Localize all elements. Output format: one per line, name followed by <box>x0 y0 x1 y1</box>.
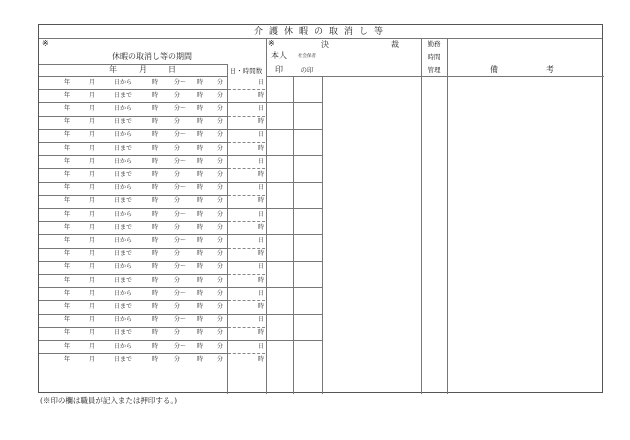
row-hour: 時 <box>152 118 159 126</box>
dashed-divider <box>228 327 265 328</box>
row-hour: 時 <box>152 302 159 310</box>
row-hour: 時 <box>152 250 159 258</box>
form-title: 介護休暇の取消し等 <box>253 27 390 37</box>
row-hour: 時 <box>197 223 204 231</box>
row-minute: 分 <box>217 118 224 126</box>
row-minute: 分 <box>174 118 181 126</box>
dashed-divider <box>228 353 265 354</box>
row-hours-unit: 時 <box>258 302 265 310</box>
row-minute: 分 <box>174 250 181 258</box>
row-days-unit: 日 <box>258 289 265 297</box>
row-day-from: 日から <box>114 263 133 271</box>
row-month: 月 <box>89 263 96 271</box>
row-day-to: 日まで <box>114 223 133 231</box>
kinmu-label-2: 時間 <box>427 53 441 61</box>
row-minute: 分 <box>217 276 224 284</box>
row-minute: 分 <box>174 223 181 231</box>
row-hour: 時 <box>197 170 204 178</box>
row-hour: 時 <box>197 184 204 192</box>
row-hour: 時 <box>197 329 204 337</box>
row-year: 年 <box>64 302 71 310</box>
row-month: 月 <box>89 342 96 350</box>
row-minute: 分 <box>217 184 224 192</box>
row-minute: 分 <box>217 250 224 258</box>
row-day-to: 日まで <box>114 144 133 152</box>
biko-label-left: 備 <box>490 65 498 74</box>
row-divider <box>39 221 227 222</box>
row-month: 月 <box>89 78 96 86</box>
row-hour: 時 <box>197 157 204 165</box>
row-hour: 時 <box>152 170 159 178</box>
row-year: 年 <box>64 289 71 297</box>
column-divider <box>447 38 448 394</box>
row-day-to: 日まで <box>114 276 133 284</box>
row-hour: 時 <box>152 276 159 284</box>
kinmu-label-1: 勤務 <box>427 40 441 48</box>
row-year: 年 <box>64 197 71 205</box>
dashed-divider <box>228 195 265 196</box>
row-minute: 分 <box>174 302 181 310</box>
row-divider <box>39 116 227 117</box>
row-hour: 時 <box>197 144 204 152</box>
row-year: 年 <box>64 210 71 218</box>
row-days-unit: 日 <box>258 236 265 244</box>
row-minute: 分 <box>217 78 224 86</box>
row-day-from: 日から <box>114 316 133 324</box>
row-hour: 時 <box>197 210 204 218</box>
row-month: 月 <box>89 144 96 152</box>
row-year: 年 <box>64 131 71 139</box>
row-divider <box>39 274 227 275</box>
row-minute: 分 <box>217 170 224 178</box>
row-minute: 分 <box>217 263 224 271</box>
header-divider <box>266 76 604 77</box>
group-divider <box>39 287 322 288</box>
row-days-unit: 日 <box>258 184 265 192</box>
row-hours-unit: 時 <box>258 118 265 126</box>
row-hour: 時 <box>152 78 159 86</box>
row-minute-from: 分〜 <box>174 78 187 86</box>
row-hour: 時 <box>152 289 159 297</box>
row-hours-unit: 時 <box>258 197 265 205</box>
row-day-to: 日まで <box>114 170 133 178</box>
row-hour: 時 <box>152 131 159 139</box>
row-minute: 分 <box>217 223 224 231</box>
shakai-label: 社会保者 <box>298 54 316 59</box>
leave-cancellation-form <box>38 24 603 393</box>
row-hours-unit: 時 <box>258 250 265 258</box>
row-day-to: 日まで <box>114 355 133 363</box>
row-minute-from: 分〜 <box>174 184 187 192</box>
row-divider <box>39 327 227 328</box>
row-month: 月 <box>89 91 96 99</box>
row-year: 年 <box>64 329 71 337</box>
footnote: (※印の欄は職員が記入または押印する。) <box>40 396 178 405</box>
row-month: 月 <box>89 197 96 205</box>
row-minute: 分 <box>217 210 224 218</box>
row-month: 月 <box>89 170 96 178</box>
row-day-to: 日まで <box>114 329 133 337</box>
row-month: 月 <box>89 236 96 244</box>
honnin-seal-label: 印 <box>275 65 283 74</box>
row-day-to: 日まで <box>114 302 133 310</box>
row-hour: 時 <box>152 104 159 112</box>
row-month: 月 <box>89 302 96 310</box>
header-month: 月 <box>139 65 147 74</box>
row-days-unit: 日 <box>258 104 265 112</box>
dashed-divider <box>228 248 265 249</box>
row-hour: 時 <box>197 316 204 324</box>
kessai-label-right: 裁 <box>391 40 399 49</box>
row-hour: 時 <box>197 91 204 99</box>
row-year: 年 <box>64 223 71 231</box>
row-hour: 時 <box>152 210 159 218</box>
row-year: 年 <box>64 78 71 86</box>
row-minute: 分 <box>174 329 181 337</box>
header-divider <box>39 64 227 65</box>
row-day-from: 日から <box>114 78 133 86</box>
row-month: 月 <box>89 184 96 192</box>
row-month: 月 <box>89 223 96 231</box>
row-hour: 時 <box>152 263 159 271</box>
row-month: 月 <box>89 118 96 126</box>
row-hour: 時 <box>197 276 204 284</box>
row-year: 年 <box>64 263 71 271</box>
title-divider <box>39 38 602 39</box>
row-minute: 分 <box>174 276 181 284</box>
header-year: 年 <box>109 65 117 74</box>
group-divider <box>39 261 322 262</box>
row-days-unit: 日 <box>258 263 265 271</box>
row-day-to: 日まで <box>114 118 133 126</box>
admin-mark: ※ <box>42 39 49 48</box>
row-hour: 時 <box>197 250 204 258</box>
row-divider <box>39 300 227 301</box>
row-hour: 時 <box>197 302 204 310</box>
biko-label-right: 考 <box>546 65 554 74</box>
row-divider <box>39 195 227 196</box>
dashed-divider <box>228 221 265 222</box>
row-day-from: 日から <box>114 157 133 165</box>
group-divider <box>39 182 322 183</box>
dashed-divider <box>228 89 265 90</box>
kinmu-label-3: 管理 <box>427 66 441 74</box>
group-divider <box>39 208 322 209</box>
row-days-unit: 日 <box>258 157 265 165</box>
row-minute-from: 分〜 <box>174 210 187 218</box>
row-hours-unit: 時 <box>258 355 265 363</box>
honnin-label: 本人 <box>271 51 287 60</box>
row-hour: 時 <box>197 118 204 126</box>
row-year: 年 <box>64 316 71 324</box>
honnin-mark: ※ <box>268 39 275 48</box>
row-year: 年 <box>64 342 71 350</box>
row-minute-from: 分〜 <box>174 342 187 350</box>
row-day-to: 日まで <box>114 250 133 258</box>
row-hour: 時 <box>197 104 204 112</box>
row-hour: 時 <box>197 236 204 244</box>
dashed-divider <box>228 142 265 143</box>
row-day-from: 日から <box>114 210 133 218</box>
row-hour: 時 <box>152 329 159 337</box>
row-minute: 分 <box>217 91 224 99</box>
row-year: 年 <box>64 118 71 126</box>
row-divider <box>39 353 227 354</box>
group-divider <box>39 340 322 341</box>
row-year: 年 <box>64 144 71 152</box>
row-minute: 分 <box>174 170 181 178</box>
row-minute: 分 <box>217 236 224 244</box>
row-hour: 時 <box>152 197 159 205</box>
row-day-from: 日から <box>114 184 133 192</box>
row-year: 年 <box>64 276 71 284</box>
dashed-divider <box>228 168 265 169</box>
header-day: 日 <box>168 65 176 74</box>
group-divider <box>39 102 322 103</box>
row-day-from: 日から <box>114 289 133 297</box>
row-month: 月 <box>89 104 96 112</box>
row-hour: 時 <box>152 342 159 350</box>
group-divider <box>39 155 322 156</box>
row-minute-from: 分〜 <box>174 263 187 271</box>
period-heading: 休暇の取消し等の期間 <box>112 52 192 61</box>
shakai-seal-label: の印 <box>300 66 314 74</box>
row-hour: 時 <box>197 78 204 86</box>
row-minute-from: 分〜 <box>174 289 187 297</box>
row-hour: 時 <box>152 157 159 165</box>
row-hour: 時 <box>197 289 204 297</box>
dashed-divider <box>228 116 265 117</box>
row-minute-from: 分〜 <box>174 131 187 139</box>
row-hour: 時 <box>152 144 159 152</box>
header-days-hours: 日・時間数 <box>229 67 263 75</box>
row-year: 年 <box>64 236 71 244</box>
row-hour: 時 <box>197 131 204 139</box>
row-hour: 時 <box>197 342 204 350</box>
row-minute: 分 <box>217 289 224 297</box>
row-minute: 分 <box>217 355 224 363</box>
row-hours-unit: 時 <box>258 91 265 99</box>
row-year: 年 <box>64 104 71 112</box>
row-days-unit: 日 <box>258 210 265 218</box>
row-day-to: 日まで <box>114 91 133 99</box>
row-hours-unit: 時 <box>258 329 265 337</box>
row-year: 年 <box>64 250 71 258</box>
column-divider <box>322 76 323 394</box>
row-month: 月 <box>89 355 96 363</box>
row-month: 月 <box>89 250 96 258</box>
row-minute: 分 <box>174 355 181 363</box>
column-divider <box>227 64 228 394</box>
dashed-divider <box>228 300 265 301</box>
row-hour: 時 <box>152 236 159 244</box>
row-hour: 時 <box>197 355 204 363</box>
row-minute: 分 <box>217 302 224 310</box>
row-hour: 時 <box>197 263 204 271</box>
row-year: 年 <box>64 91 71 99</box>
row-minute: 分 <box>174 197 181 205</box>
row-days-unit: 日 <box>258 78 265 86</box>
row-hour: 時 <box>152 316 159 324</box>
row-minute-from: 分〜 <box>174 236 187 244</box>
row-divider <box>39 142 227 143</box>
row-hours-unit: 時 <box>258 276 265 284</box>
row-minute-from: 分〜 <box>174 104 187 112</box>
row-minute: 分 <box>217 104 224 112</box>
row-day-from: 日から <box>114 236 133 244</box>
column-divider <box>421 38 422 394</box>
row-divider <box>39 248 227 249</box>
row-month: 月 <box>89 329 96 337</box>
group-divider <box>39 234 322 235</box>
row-day-from: 日から <box>114 342 133 350</box>
row-minute-from: 分〜 <box>174 316 187 324</box>
row-hour: 時 <box>152 184 159 192</box>
row-minute: 分 <box>217 144 224 152</box>
row-month: 月 <box>89 131 96 139</box>
row-hour: 時 <box>197 197 204 205</box>
row-year: 年 <box>64 355 71 363</box>
row-minute: 分 <box>217 157 224 165</box>
kessai-label-left: 決 <box>321 40 329 49</box>
row-minute: 分 <box>217 197 224 205</box>
dashed-divider <box>228 274 265 275</box>
row-month: 月 <box>89 289 96 297</box>
row-days-unit: 日 <box>258 316 265 324</box>
row-month: 月 <box>89 276 96 284</box>
row-divider <box>39 168 227 169</box>
group-divider <box>39 129 322 130</box>
row-year: 年 <box>64 184 71 192</box>
row-hour: 時 <box>152 223 159 231</box>
row-minute: 分 <box>217 131 224 139</box>
row-day-to: 日まで <box>114 197 133 205</box>
row-hours-unit: 時 <box>258 170 265 178</box>
row-month: 月 <box>89 316 96 324</box>
header-divider <box>39 76 227 77</box>
row-hours-unit: 時 <box>258 223 265 231</box>
group-divider <box>39 314 322 315</box>
row-minute-from: 分〜 <box>174 157 187 165</box>
row-minute: 分 <box>174 144 181 152</box>
row-year: 年 <box>64 157 71 165</box>
row-month: 月 <box>89 210 96 218</box>
row-days-unit: 日 <box>258 342 265 350</box>
row-day-from: 日から <box>114 131 133 139</box>
row-minute: 分 <box>217 329 224 337</box>
row-hour: 時 <box>152 355 159 363</box>
row-month: 月 <box>89 157 96 165</box>
row-year: 年 <box>64 170 71 178</box>
row-minute: 分 <box>174 91 181 99</box>
row-divider <box>39 89 227 90</box>
row-hour: 時 <box>152 91 159 99</box>
row-hours-unit: 時 <box>258 144 265 152</box>
row-day-from: 日から <box>114 104 133 112</box>
row-minute: 分 <box>217 342 224 350</box>
row-days-unit: 日 <box>258 131 265 139</box>
row-minute: 分 <box>217 316 224 324</box>
